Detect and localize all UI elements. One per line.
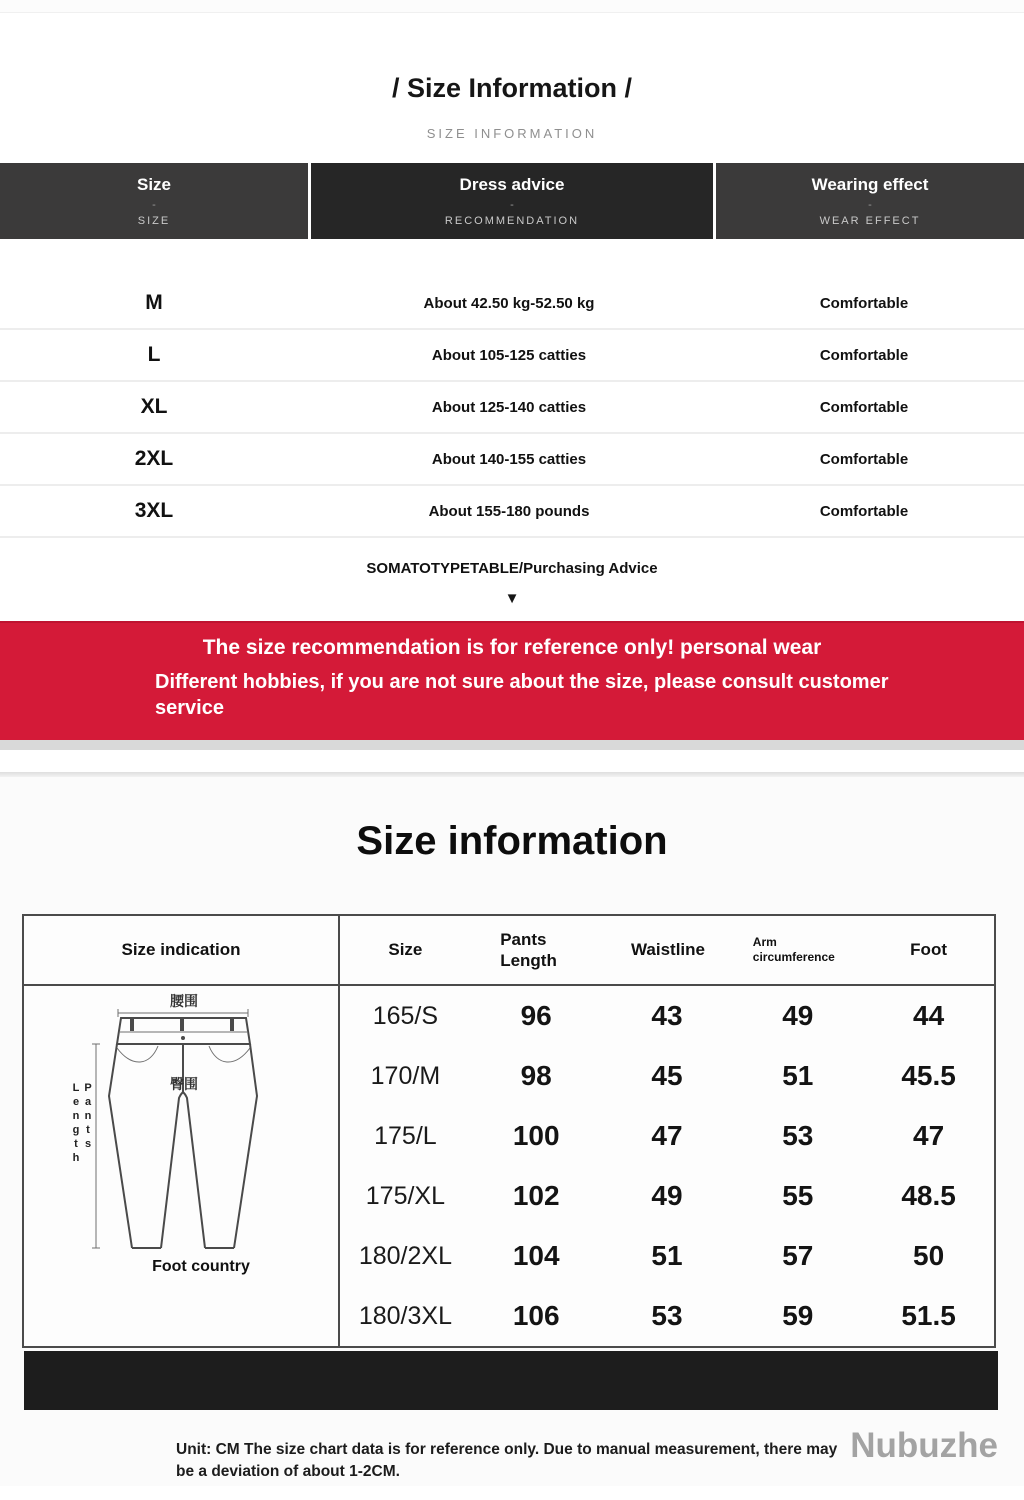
column-header-waistline — [602, 916, 733, 984]
banner-line1: The size recommendation is for reference only! personal wear — [202, 636, 822, 659]
waistline-cell: 47 — [651, 1120, 683, 1151]
bottom-dark-bar — [24, 1351, 998, 1410]
pants-length-cell: 98 — [520, 1060, 552, 1091]
effect-value: Comfortable — [819, 294, 909, 312]
effect-value: Comfortable — [819, 398, 909, 416]
foot-cell: 45.5 — [901, 1060, 956, 1091]
advice-table-body — [0, 239, 1024, 538]
measurement-columns — [340, 916, 994, 1346]
foot-country-label: Foot country — [152, 1258, 250, 1275]
section2-title: Size information — [356, 819, 668, 863]
size-value: L — [147, 343, 161, 366]
size-indication-column — [24, 916, 340, 1346]
header-cell-wearing-effect — [716, 163, 1024, 239]
foot-cell: 51.5 — [901, 1300, 956, 1331]
section1-title: / Size Information / — [391, 73, 633, 103]
waist-label: 腰围 — [170, 993, 198, 1009]
header-text: Waistline — [630, 940, 705, 960]
size-cell: 175/L — [374, 1121, 437, 1150]
header-label: Size — [136, 175, 172, 194]
waistline-cell: 43 — [651, 1000, 683, 1031]
down-triangle-icon: ▼ — [504, 590, 520, 607]
advice-value: About 155-180 pounds — [428, 502, 590, 520]
section-size-advice — [0, 73, 1024, 777]
advice-table-header — [0, 163, 1024, 239]
header-dash: - — [510, 199, 514, 211]
section-divider — [0, 740, 1024, 750]
waistline-cell: 49 — [651, 1180, 683, 1211]
unit-disclaimer-text: Unit: CM The size chart data is for reference only. Due to manual measurement, there may be a deviation of about 1-2CM. — [176, 1441, 838, 1480]
measurement-table-header — [340, 916, 994, 986]
table-row — [0, 382, 1024, 434]
table-row — [340, 1286, 994, 1346]
purchasing-advice-note: SOMATOTYPETABLE/Purchasing Advice — [366, 560, 658, 577]
pants-diagram — [66, 992, 296, 1258]
advice-value: About 140-155 catties — [431, 450, 587, 468]
effect-value: Comfortable — [819, 450, 909, 468]
size-value: M — [145, 291, 163, 314]
waistline-cell: 53 — [651, 1300, 683, 1331]
size-cell: 180/2XL — [358, 1241, 452, 1270]
header-cell-dress-advice — [311, 163, 713, 239]
foot-cell: 47 — [913, 1120, 945, 1151]
top-divider — [0, 0, 1024, 13]
header-dash: - — [152, 199, 156, 211]
pants-length-cell: 102 — [512, 1180, 560, 1211]
column-header-pants-length — [471, 916, 602, 984]
column-header-size — [340, 916, 471, 984]
section1-subtitle: SIZE INFORMATION — [426, 126, 598, 141]
size-value: 3XL — [134, 499, 174, 522]
size-cell: 165/S — [372, 1001, 439, 1030]
advice-value: About 105-125 catties — [431, 346, 587, 364]
arm-cell: 49 — [782, 1000, 814, 1031]
section-size-measurements — [0, 777, 1024, 1486]
pants-length-cell: 104 — [512, 1240, 560, 1271]
pants-length-cell: 100 — [512, 1120, 560, 1151]
advice-value: About 125-140 catties — [431, 398, 587, 416]
table-row — [340, 1166, 994, 1226]
advice-value: About 42.50 kg-52.50 kg — [423, 294, 595, 312]
header-sublabel: SIZE — [137, 215, 171, 227]
table-row — [340, 986, 994, 1046]
hip-label: 臀围 — [170, 1076, 198, 1092]
table-row — [340, 1226, 994, 1286]
table-row — [340, 1106, 994, 1166]
header-sublabel: RECOMMENDATION — [444, 215, 580, 227]
size-cell: 180/3XL — [358, 1301, 452, 1330]
size-value: XL — [140, 395, 168, 418]
foot-cell: 48.5 — [901, 1180, 956, 1211]
foot-cell: 50 — [913, 1240, 945, 1271]
pants-length-vertical-label: Pants Length — [70, 1082, 94, 1166]
effect-value: Comfortable — [819, 502, 909, 520]
size-value: 2XL — [134, 447, 174, 470]
header-label: Dress advice — [459, 175, 565, 194]
header-sublabel: WEAR EFFECT — [819, 215, 921, 227]
banner-line2: Different hobbies, if you are not sure about the size, please consult customer service — [155, 671, 889, 720]
waistline-cell: 45 — [651, 1060, 683, 1091]
arm-cell: 51 — [782, 1060, 814, 1091]
pants-length-cell: 106 — [512, 1300, 560, 1331]
header-text: Arm circumference — [752, 935, 835, 964]
header-text: Size — [388, 940, 423, 960]
section-divider — [0, 750, 1024, 772]
header-text: Foot — [910, 940, 947, 960]
column-header-foot — [863, 916, 994, 984]
header-cell-size — [0, 163, 308, 239]
brand-watermark: Nubuzhe — [850, 1426, 998, 1465]
pants-length-cell: 96 — [520, 1000, 552, 1031]
table-row — [0, 434, 1024, 486]
column-header-arm-circumference — [732, 916, 863, 984]
header-text: Pants Length — [500, 929, 557, 970]
arm-cell: 55 — [782, 1180, 814, 1211]
size-cell: 170/M — [370, 1061, 441, 1090]
size-cell: 175/XL — [365, 1181, 446, 1210]
arm-cell: 53 — [782, 1120, 814, 1151]
header-label: Wearing effect — [811, 175, 929, 194]
arm-cell: 59 — [782, 1300, 814, 1331]
size-disclaimer-banner — [0, 621, 1024, 740]
measurement-table — [22, 914, 996, 1348]
table-row — [0, 278, 1024, 330]
foot-cell: 44 — [913, 1000, 945, 1031]
table-row — [0, 486, 1024, 538]
pants-diagram-cell — [24, 986, 338, 1346]
footer — [0, 1410, 1024, 1483]
header-dash: - — [868, 199, 872, 211]
arm-cell: 57 — [782, 1240, 814, 1271]
effect-value: Comfortable — [819, 346, 909, 364]
column-header-size-indication: Size indication — [24, 916, 338, 986]
table-row — [340, 1046, 994, 1106]
waistline-cell: 51 — [651, 1240, 683, 1271]
table-row — [0, 330, 1024, 382]
